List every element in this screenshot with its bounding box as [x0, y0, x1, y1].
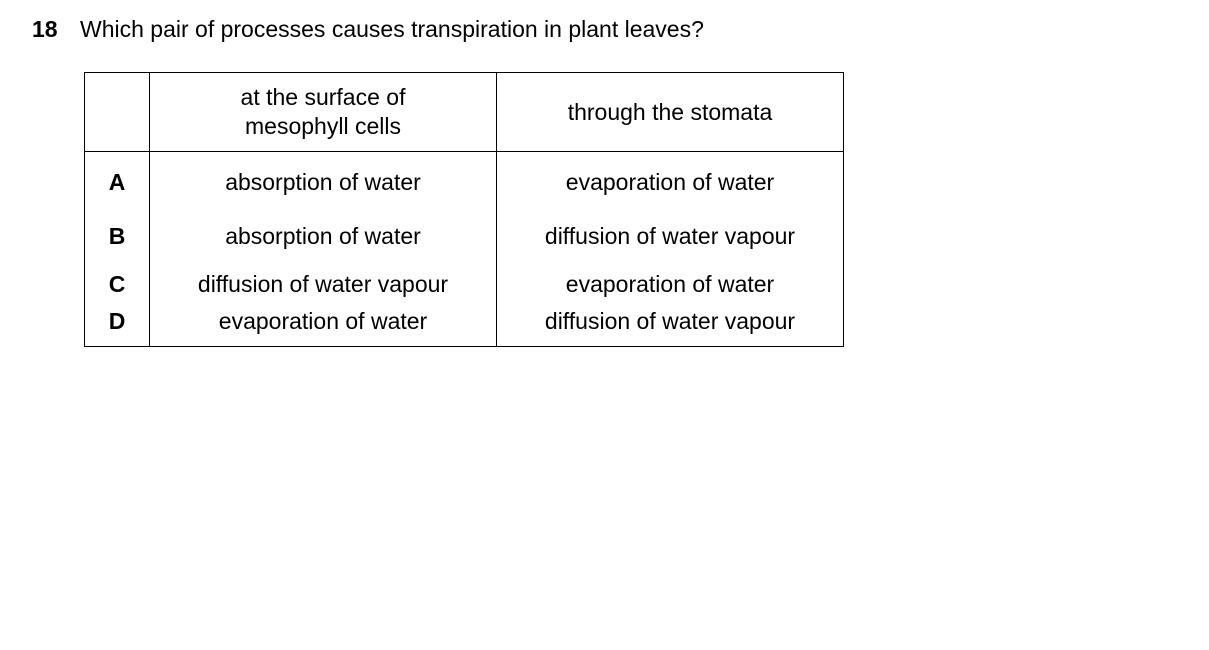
- stomata-cell: evaporation of water: [497, 260, 844, 308]
- option-letter: C: [85, 260, 150, 308]
- table-header-row: [85, 73, 844, 152]
- table-row: [85, 260, 844, 308]
- table-row: [85, 152, 844, 213]
- option-letter: A: [85, 152, 150, 213]
- stomata-cell: diffusion of water vapour: [497, 308, 844, 347]
- header-surface-cell: [150, 73, 497, 152]
- stomata-cell: diffusion of water vapour: [497, 212, 844, 260]
- question-text: Which pair of processes causes transpiration in plant leaves?: [80, 16, 704, 42]
- surface-cell: absorption of water: [150, 212, 497, 260]
- header-stomata-cell: through the stomata: [497, 73, 844, 152]
- surface-cell: evaporation of water: [150, 308, 497, 347]
- question-number: 18: [32, 16, 58, 42]
- surface-cell: diffusion of water vapour: [150, 260, 497, 308]
- table-row: [85, 308, 844, 347]
- question: [32, 14, 704, 44]
- surface-cell: absorption of water: [150, 152, 497, 213]
- header-blank-cell: [85, 73, 150, 152]
- stomata-cell: evaporation of water: [497, 152, 844, 213]
- header-surface-line1: at the surface of: [240, 84, 406, 110]
- option-letter: D: [85, 308, 150, 347]
- options-table: [84, 72, 844, 347]
- header-surface-line2: mesophyll cells: [245, 113, 401, 139]
- table-row: [85, 212, 844, 260]
- option-letter: B: [85, 212, 150, 260]
